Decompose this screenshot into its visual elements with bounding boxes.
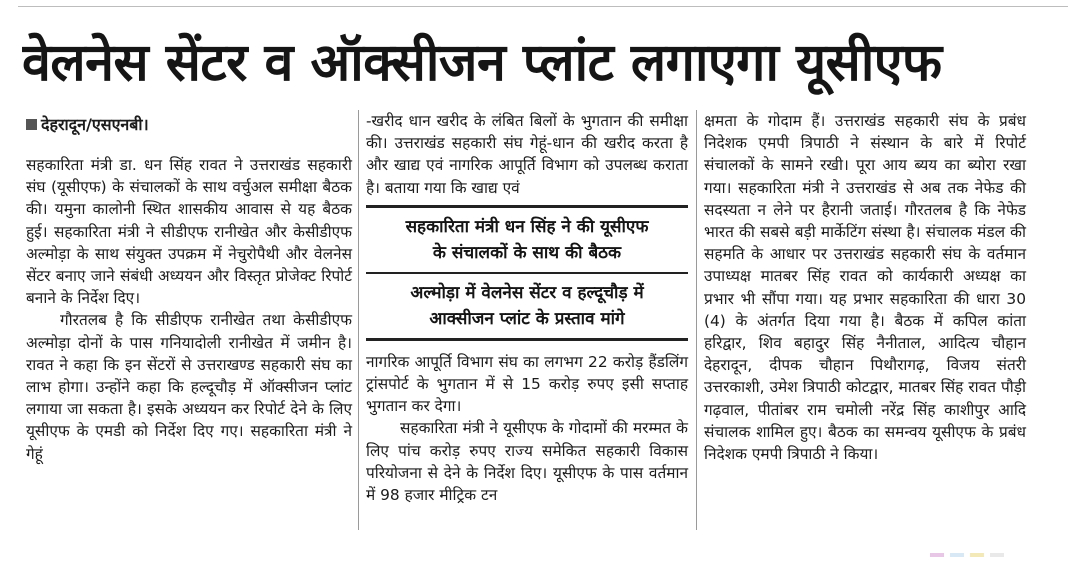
color-mark-1 [930, 553, 944, 557]
column-divider-1 [358, 110, 359, 530]
column3-paragraph-1: क्षमता के गोदाम हैं। उत्तराखंड सहकारी संघ के प्रबंध निदेशक एमपी त्रिपाठी ने संस्थान के बारे में रिपोर्ट संचालकों के सामने रखी। पूरा आय ब्यय का ब्योरा रखा गया। सहकारिता मंत्री ने उत्तराखंड से अब तक नेफेड की सदस्यता न लेने पर हैरानी जताई। गौरतलब है कि नेफेड भारत की सबसे बड़ी मार्केटिंग संस्था है। संचालक मंडल की सहमति के आधार पर उत्तराखंड सहकारी संघ के वर्तमान उपाध्यक्ष मातबर सिंह रावत को कार्यकारी अध्यक्ष का प्रभार भी सौंपा गया। यह प्रभार सहकारिता की धारा 30 (4) के अंतर्गत दिया गया है। बैठक में कपिल कांता हरिद्वार, शिव बहादुर सिंह नैनीताल, आदित्य चौहान देहरादून, दीपक चौहान पिथौरागढ़, विजय संतरी उत्तरकाशी, उमेश त्रिपाठी कोटद्वार, मातबर सिंह रावत पौड़ी गढ़वाल, पीतांबर राम चमोली नरेंद्र सिंह काशीपुर आदि संचालक शामिल हुए। बैठक का समन्वय यूसीएफ के प्रबंध निदेशक एमपी त्रिपाठी ने किया। [704, 112, 1026, 464]
article-column-1 [26, 110, 352, 530]
highlight-1-line-2: के संचालकों के साथ की बैठक [432, 242, 622, 263]
color-mark-2 [950, 553, 964, 557]
article-column-3 [704, 110, 1026, 530]
column2-paragraph-2: नागरिक आपूर्ति विभाग संघ का लगभग 22 करोड़ हैंडलिंग ट्रांसपोर्ट के भुगतान में से 15 करोड़ रुपए इसी सप्ताह भुगतान कर देगा। [366, 352, 688, 416]
color-mark-4 [990, 553, 1004, 557]
dateline-text: देहरादून/एसएनबी। [41, 115, 149, 134]
color-mark-3 [970, 553, 984, 557]
bottom-color-marks [930, 542, 1050, 548]
article-column-2 [366, 110, 688, 530]
dateline-square-icon [26, 119, 37, 130]
headline: वेलनेस सेंटर व ऑक्सीजन प्लांट लगाएगा यूसीएफ [22, 33, 942, 93]
column2-paragraph-1: -खरीद धान खरीद के लंबित बिलों के भुगतान की समीक्षा की। उत्तराखंड सहकारी संघ गेहूं-धान की खरीद करता है और खाद्य एवं नागरिक आपूर्ति विभाग को उपलब्ध कराता है। बताया गया कि खाद्य एवं [366, 112, 688, 197]
highlight-box [366, 205, 688, 341]
highlight-1-line-1: सहकारिता मंत्री धन सिंह ने की यूसीएफ [405, 216, 649, 237]
dateline [26, 110, 352, 140]
column1-paragraph-2: गौरतलब है कि सीडीएफ रानीखेत तथा केसीडीएफ अल्मोड़ा दोनों के पास गनियादोली रानीखेत में जमीन है। रावत ने कहा कि इन सेंटरों से उत्तराखण्ड सहकारी संघ का लाभ होगा। उन्होंने कहा कि हल्दूचौड़ में ऑक्सीजन प्लांट लगाया जा सकता है। इसके अध्ययन कर रिपोर्ट देने के लिए यूसीएफ के एमडी को निर्देश दिए गए। सहकारिता मंत्री ने गेहूं [26, 311, 352, 463]
column1-paragraph-1: सहकारिता मंत्री डा. धन सिंह रावत ने उत्तराखंड सहकारी संघ (यूसीएफ) के संचालकों के साथ वर्चुअल समीक्षा बैठक की। यमुना कालोनी स्थित शासकीय आवास से यह बैठक हुई। सहकारिता मंत्री ने सीडीएफ रानीखेत और केसीडीएफ अल्मोड़ा के साथ संयुक्त उपक्रम में नेचुरोपैथी और वेलनेस सेंटर बनाए जाने संबंधी अध्ययन और विस्तृत प्रोजेक्ट रिपोर्ट बनाने के निर्देश दिए। [26, 156, 352, 308]
column2-paragraph-3: सहकारिता मंत्री ने यूसीएफ के गोदामों की मरम्मत के लिए पांच करोड़ रुपए राज्य समेकित सहकारी विकास परियोजना से देने के निर्देश दिए। यूसीएफ के पास वर्तमान में 98 हजार मीट्रिक टन [366, 419, 688, 505]
highlight-2-line-2: आक्सीजन प्लांट के प्रस्ताव मांगे [429, 308, 625, 329]
top-rule [18, 6, 1068, 7]
highlight-2-line-1: अल्मोड़ा में वेलनेस सेंटर व हल्दूचौड़ में [410, 282, 644, 303]
column-divider-2 [696, 110, 697, 530]
highlight-divider [366, 272, 688, 274]
